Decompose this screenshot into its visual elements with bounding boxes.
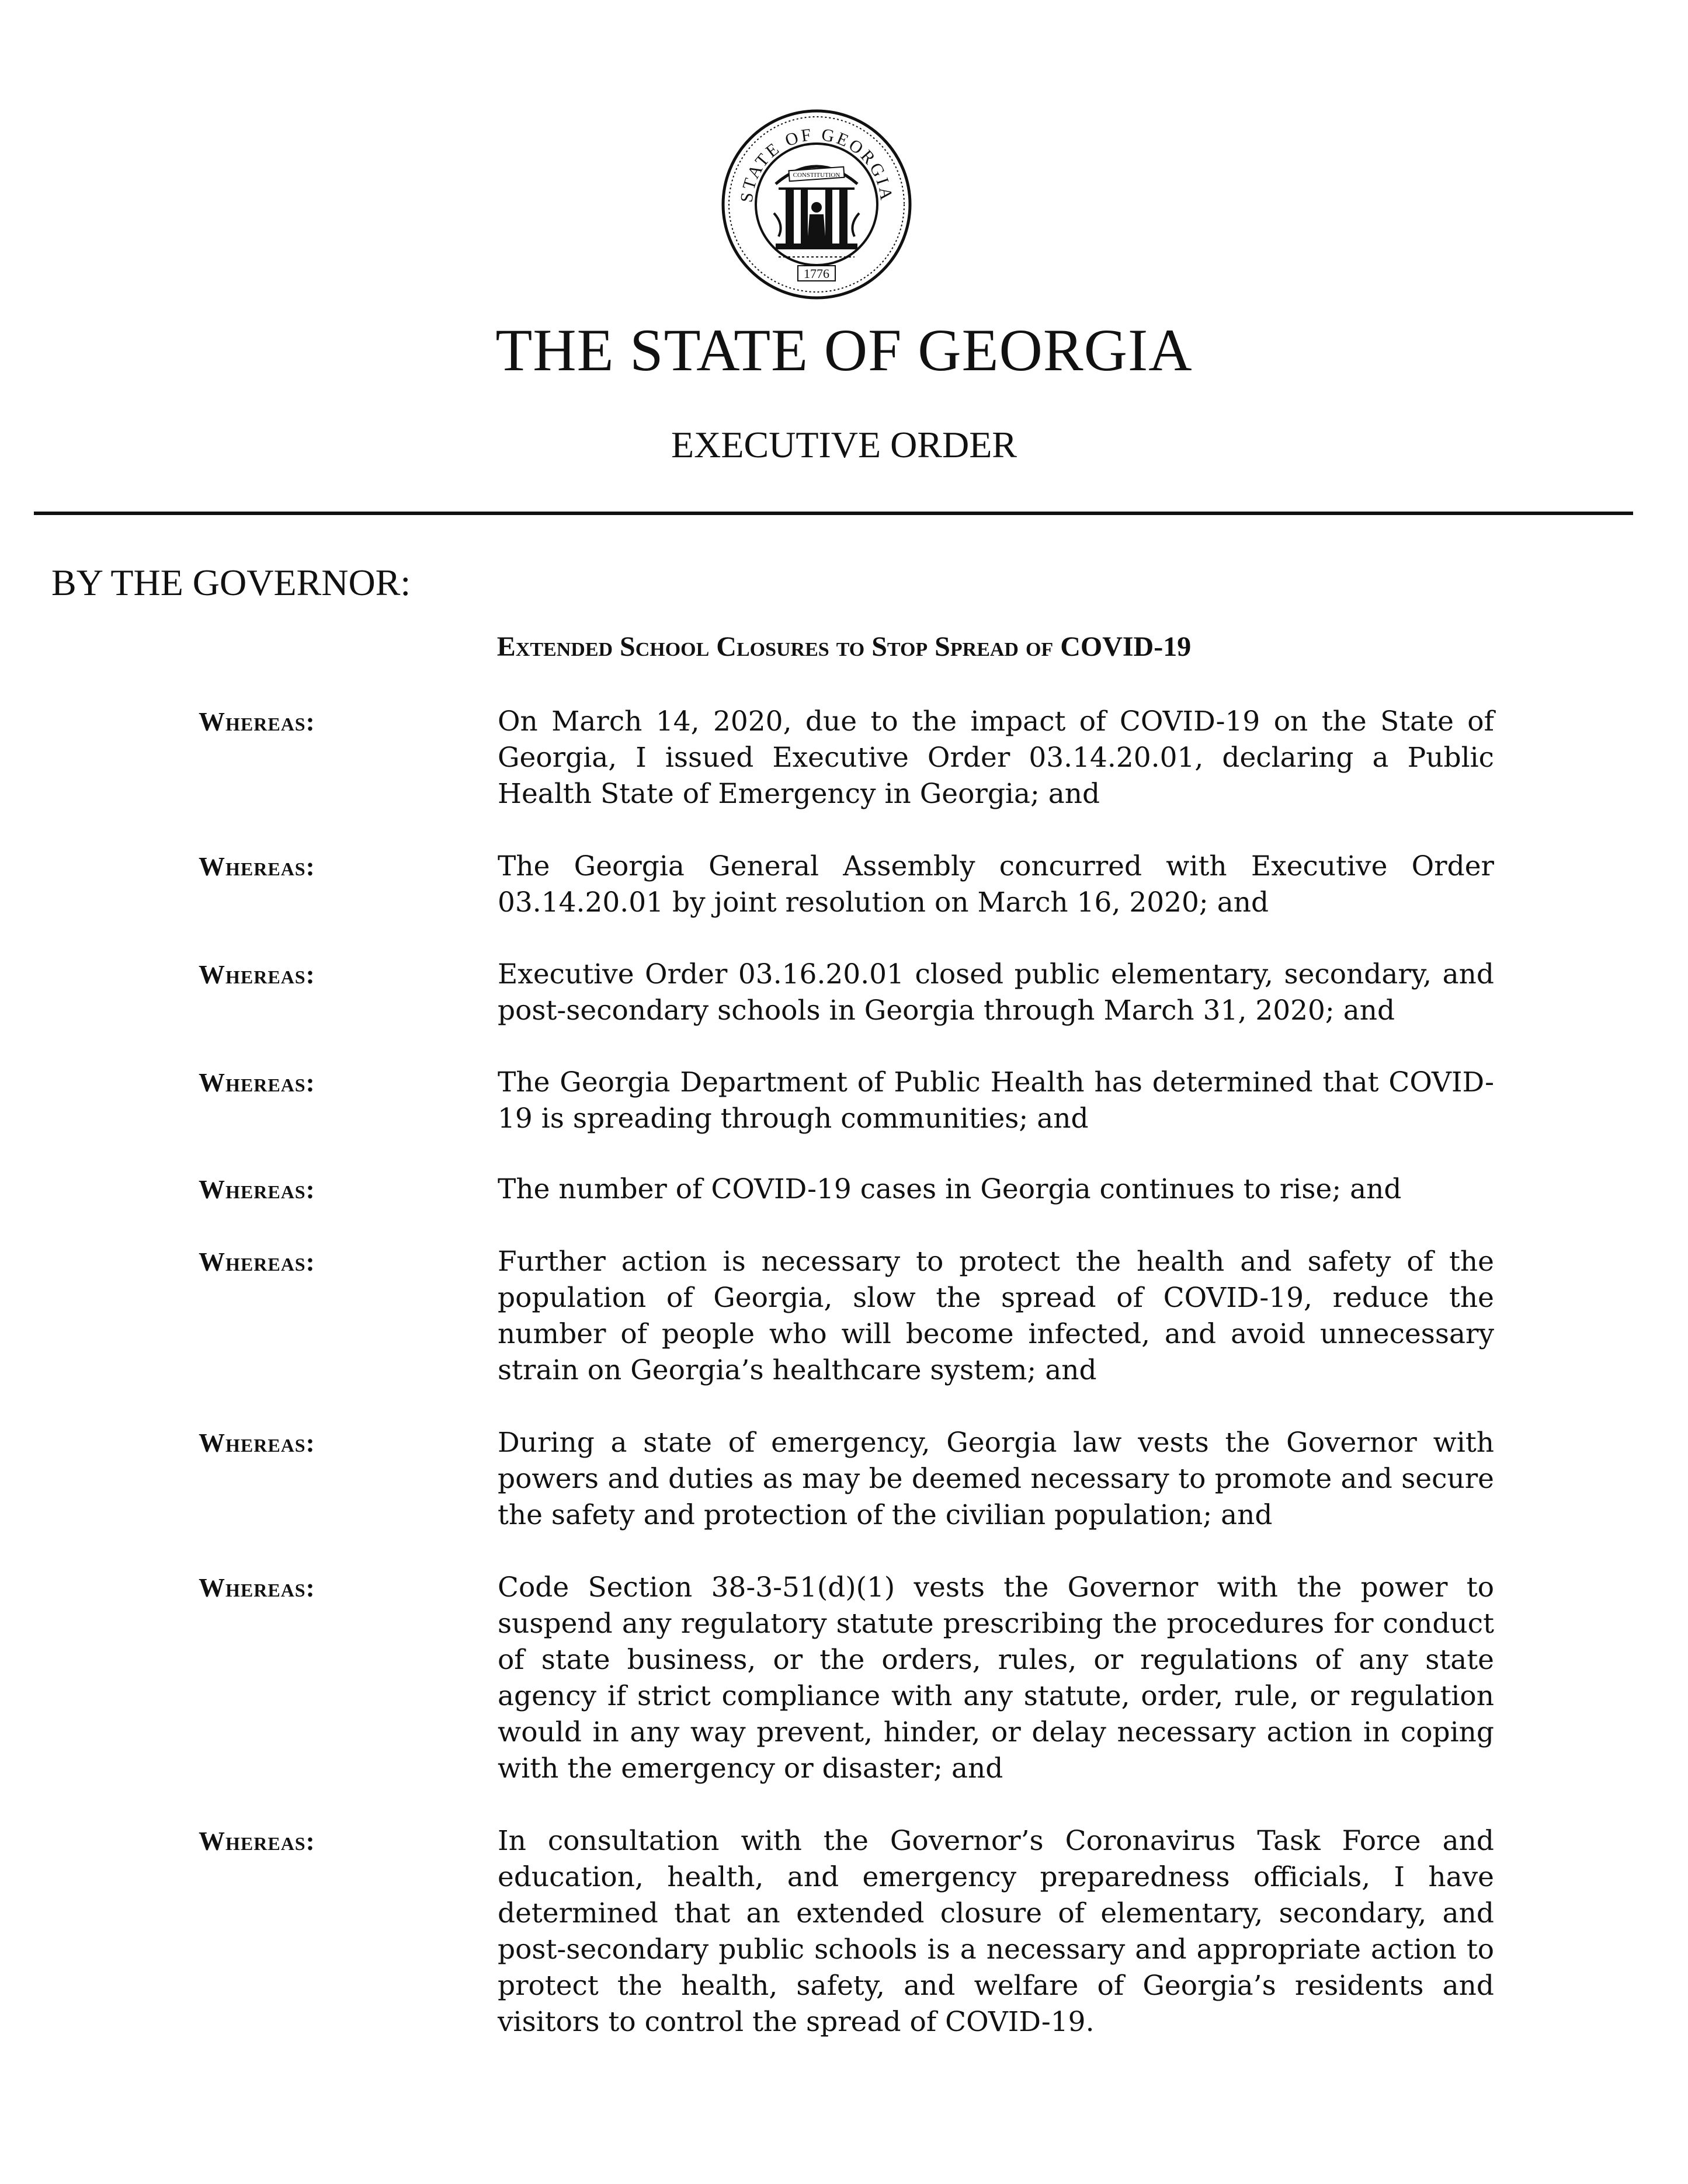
by-governor-line: BY THE GOVERNOR: [51, 562, 411, 603]
clause-label: Whereas: [199, 1827, 315, 1856]
clause-text: On March 14, 2020, due to the impact of COVID-19 on the State of Georgia, I issued Executive Order 03.14.20.01, declaring a Public Health State of Emergency in Georgia; and [498, 705, 1494, 810]
clause-text: The Georgia Department of Public Health has determined that COVID-19 is spreading through communities; and [498, 1066, 1494, 1135]
seal-banner-text: CONSTITUTION [793, 172, 840, 179]
clause-text: The Georgia General Assembly concurred with Executive Order 03.14.20.01 by joint resolution on March 16, 2020; and [498, 850, 1494, 919]
clause-text: In consultation with the Governor’s Coronavirus Task Force and education, health, and emergency preparedness officials, I have determined that an extended closure of elementary, secondary, and post-secondary public schools is a necessary and appropriate action to protect the health, safety, and welfare of Georgia’s residents and visitors to control the spread of COVID-19. [498, 1825, 1494, 2038]
clause-text: During a state of emergency, Georgia law vests the Governor with powers and duties as may be deemed necessary to promote and secure the safety and protection of the civilian population; and [498, 1427, 1494, 1531]
document-type: EXECUTIVE ORDER [671, 424, 1017, 465]
clause-label: Whereas: [199, 1247, 315, 1277]
clause-label: Whereas: [199, 1428, 315, 1458]
clause-text: Code Section 38-3-51(d)(1) vests the Governor with the power to suspend any regulatory statute prescribing the procedures for conduct of state business, or the orders, rules, or regulations of any state agency if strict compliance with any statute, order, rule, or regulation would in any way prevent, hinder, or delay necessary action in coping with the emergency or disaster; and [498, 1571, 1494, 1785]
clause-label: Whereas: [199, 1175, 315, 1204]
clause-label: Whereas: [199, 707, 315, 736]
seal-outer-text: STATE OF GEORGIA [737, 124, 897, 204]
page-title: THE STATE OF GEORGIA [495, 317, 1193, 384]
clause-text: Executive Order 03.16.20.01 closed public elementary, secondary, and post-secondary schools in Georgia through March 31, 2020; and [498, 958, 1494, 1027]
order-heading: Extended School Closures to Stop Spread of COVID-19 [496, 631, 1192, 662]
clause-label: Whereas: [199, 960, 315, 989]
clause-label: Whereas: [199, 1068, 315, 1097]
clause-label: Whereas: [199, 852, 315, 881]
clause-text: The number of COVID-19 cases in Georgia continues to rise; and [498, 1173, 1402, 1205]
clause-label: Whereas: [199, 1573, 315, 1602]
clause-text: Further action is necessary to protect the health and safety of the population of Georgia, slow the spread of COVID-19, reduce the number of people who will become infected, and avoid unnecessary strain on Georgia’s healthcare system; and [498, 1246, 1494, 1386]
state-seal-icon [720, 108, 913, 301]
seal-year: 1776 [804, 266, 829, 281]
header-divider [34, 512, 1633, 515]
